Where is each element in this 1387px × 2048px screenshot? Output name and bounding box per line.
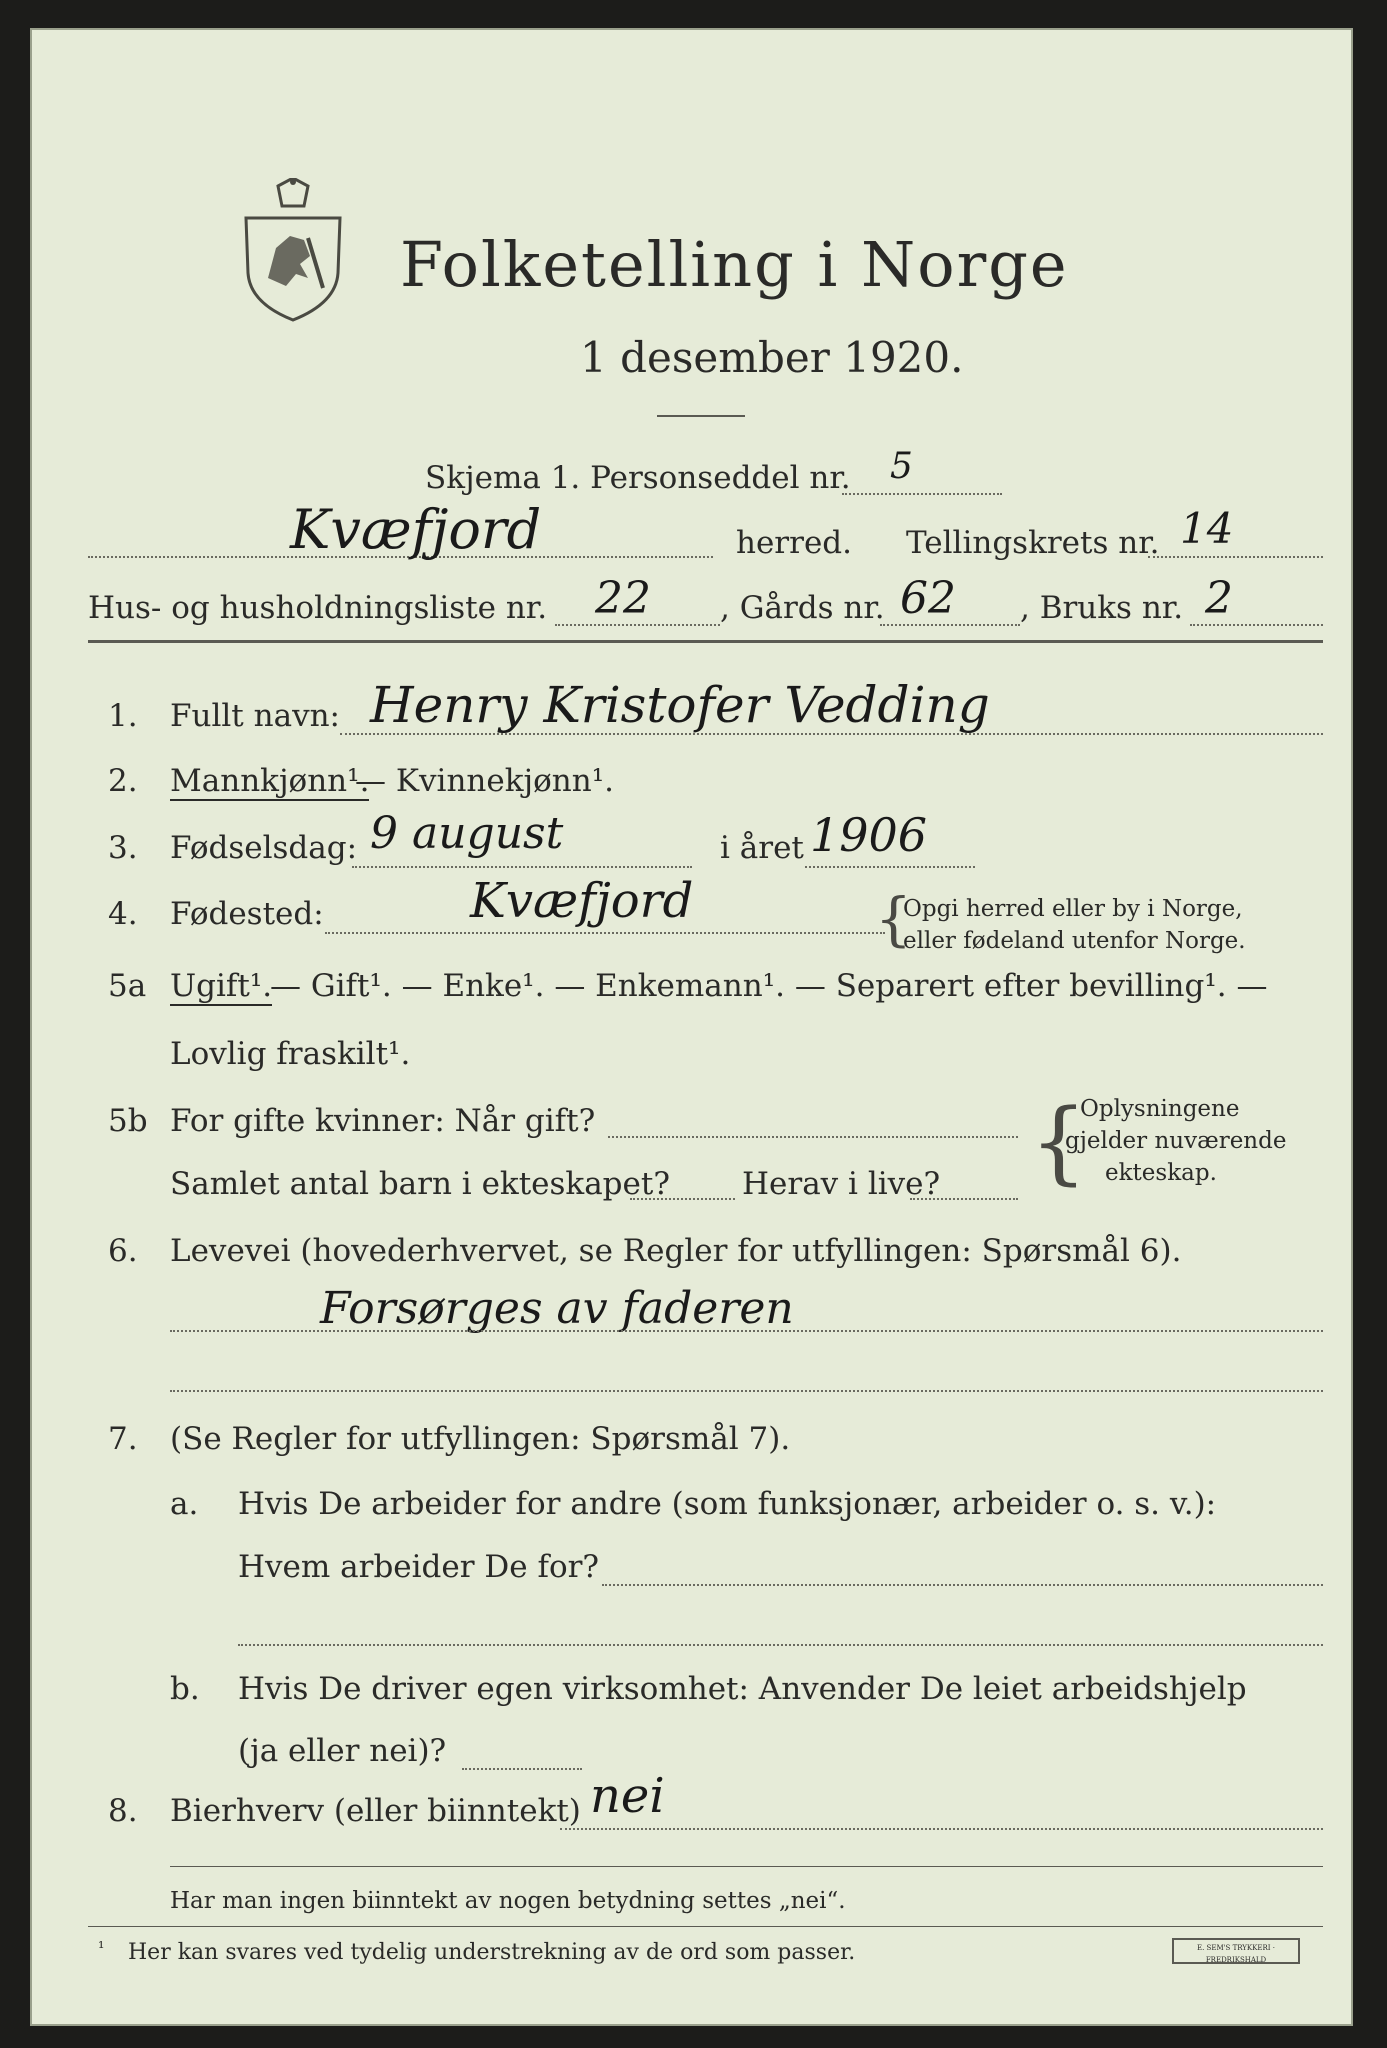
divider <box>170 1866 1323 1867</box>
q6-label: Levevei (hovederhvervet, se Regler for utfyllingen: Spørsmål 6). <box>170 1233 1182 1269</box>
q8-number: 8. <box>108 1793 138 1829</box>
gards-line <box>880 624 1020 626</box>
husliste-line <box>555 624 720 626</box>
skjema-line <box>842 493 1002 495</box>
husliste-label: Hus- og husholdningsliste nr. <box>88 590 548 626</box>
lovlig-fraskilt-option: Lovlig fraskilt¹. <box>170 1036 411 1072</box>
tellingskrets-line <box>1148 556 1323 558</box>
ugift-option-underlined: Ugift¹. <box>170 968 273 1004</box>
census-form-page <box>30 28 1353 2026</box>
marital-options: — Gift¹. — Enke¹. — Enkemann¹. — Separert efter bevilling¹. — <box>270 968 1268 1004</box>
bruks-number: 2 <box>1205 573 1233 624</box>
q8-label: Bierhverv (eller biinntekt) <box>170 1793 581 1829</box>
q2-number: 2. <box>108 763 138 799</box>
birth-year-value: 1906 <box>810 808 928 862</box>
alive-line <box>910 1198 1018 1200</box>
hired-help-line <box>462 1768 582 1770</box>
q5b-label: For gifte kvinner: Når gift? <box>170 1103 596 1139</box>
q7-label: (Se Regler for utfyllingen: Spørsmål 7). <box>170 1421 791 1457</box>
q7b-text: Hvis De driver egen virksomhet: Anvender De leiet arbeidshjelp <box>238 1671 1247 1707</box>
gards-number: 62 <box>900 573 956 624</box>
q7b-sub: (ja eller nei)? <box>238 1733 447 1769</box>
gards-label: , Gårds nr. <box>720 590 885 626</box>
q5b-note-2: gjelder nuværende <box>1065 1128 1287 1154</box>
herred-label: herred. <box>736 525 852 561</box>
q6-number: 6. <box>108 1233 138 1269</box>
norwegian-coat-of-arms-icon <box>238 178 348 323</box>
employer-line-2 <box>238 1644 1323 1646</box>
q4-note-2: eller fødeland utenfor Norge. <box>903 928 1246 954</box>
header-divider <box>88 640 1323 643</box>
year-line <box>805 866 975 868</box>
q4-note-1: Opgi herred eller by i Norge, <box>903 896 1243 922</box>
employer-line <box>602 1584 1323 1586</box>
bruks-label: , Bruks nr. <box>1020 590 1184 626</box>
mannkjonn-option-underlined: Mannkjønn¹. <box>170 763 370 799</box>
q5b-number: 5b <box>108 1103 148 1139</box>
q5b-note-1: Oplysningene <box>1080 1096 1240 1122</box>
footnote: Her kan svares ved tydelig understrekning av de ord som passer. <box>128 1940 856 1965</box>
printer-stamp: E. SEM'S TRYKKERI · FREDRIKSHALD <box>1172 1938 1300 1964</box>
herred-value: Kvæfjord <box>290 498 542 561</box>
q6-line-2 <box>170 1390 1323 1392</box>
q7a-sub: Hvem arbeider De for? <box>238 1549 600 1585</box>
birthplace-value: Kvæfjord <box>470 873 694 929</box>
footer-note: Har man ingen biinntekt av nogen betydning settes „nei“. <box>170 1888 846 1914</box>
birthday-value: 9 august <box>370 808 564 859</box>
q7b-letter: b. <box>170 1671 200 1707</box>
full-name-value: Henry Kristofer Vedding <box>370 676 990 734</box>
tellingskrets-label: Tellingskrets nr. <box>906 525 1160 561</box>
q4-number: 4. <box>108 896 138 932</box>
q1-label: Fullt navn: <box>170 698 340 734</box>
side-income-value: nei <box>590 1768 665 1824</box>
divider <box>88 1926 1323 1927</box>
q6-line-1 <box>170 1330 1323 1332</box>
alive-label: Herav i live? <box>742 1166 941 1202</box>
year-label: i året <box>720 830 804 866</box>
form-title: Folketelling i Norge <box>400 228 1069 301</box>
kvinnekjonn-option: — Kvinnekjønn¹. <box>355 763 614 799</box>
tellingskrets-number: 14 <box>1180 504 1234 553</box>
q7-number: 7. <box>108 1421 138 1457</box>
husliste-number: 22 <box>595 573 651 624</box>
footnote-mark: ¹ <box>98 1938 105 1957</box>
q5a-number: 5a <box>108 968 147 1004</box>
birthday-line <box>352 866 692 868</box>
q7a-letter: a. <box>170 1486 199 1522</box>
q1-number: 1. <box>108 698 138 734</box>
personseddel-number: 5 <box>890 446 913 487</box>
q5b-note-3: ekteskap. <box>1105 1160 1217 1186</box>
brace: { <box>875 885 912 953</box>
brace: { <box>1030 1090 1088 1195</box>
census-date: 1 desember 1920. <box>580 333 964 382</box>
birthplace-line <box>325 932 885 934</box>
bruks-line <box>1190 624 1323 626</box>
q4-label: Fødested: <box>170 896 324 932</box>
livelihood-value: Forsørges av faderen <box>320 1283 794 1334</box>
q7a-text: Hvis De arbeider for andre (som funksjonær, arbeider o. s. v.): <box>238 1486 1217 1522</box>
married-line <box>608 1136 1018 1138</box>
q3-number: 3. <box>108 830 138 866</box>
side-income-line <box>560 1828 1323 1830</box>
children-label: Samlet antal barn i ekteskapet? <box>170 1166 670 1202</box>
q3-label: Fødselsdag: <box>170 830 358 866</box>
children-line <box>630 1198 735 1200</box>
skjema-label: Skjema 1. Personseddel nr. <box>425 460 851 496</box>
divider <box>657 415 745 417</box>
